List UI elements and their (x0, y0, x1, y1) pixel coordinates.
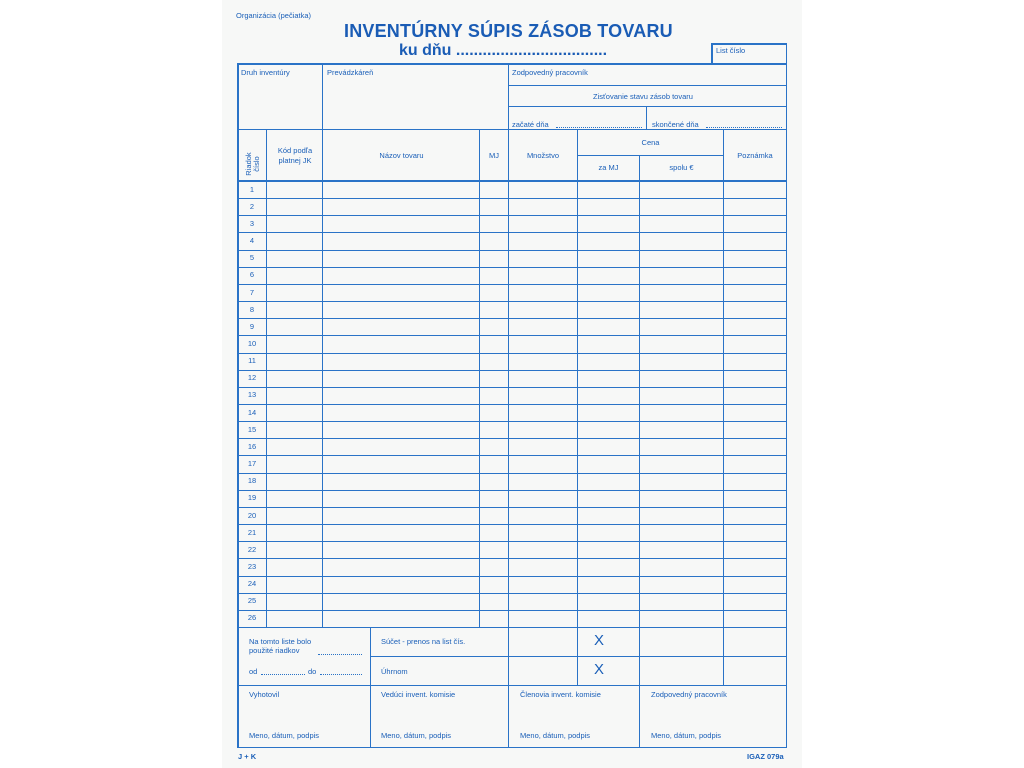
table-row-line (237, 335, 787, 336)
col-line-code (322, 129, 323, 627)
table-row-line (237, 198, 787, 199)
unit-header: MJ (489, 151, 499, 160)
rows-used-label-line2: použité riadkov (249, 646, 300, 655)
date-label: ku dňu .................................. (399, 42, 608, 59)
table-row-line (237, 318, 787, 319)
row-number: 16 (247, 441, 257, 451)
row-number: 24 (247, 579, 257, 589)
ended-label: skončené dňa (652, 120, 699, 129)
table-row-line (237, 593, 787, 594)
table-row-line (237, 267, 787, 268)
quantity-header: Množstvo (526, 151, 560, 160)
summary-mid-line (370, 656, 787, 657)
table-row-line (237, 610, 787, 611)
table-row-line (237, 387, 787, 388)
sheet-number-box-left (711, 43, 713, 63)
row-number: 1 (249, 184, 255, 194)
table-row-line (237, 301, 787, 302)
frame-right (786, 43, 788, 748)
sheet-number-label: List číslo (716, 46, 746, 55)
sum-transfer-label: Súčet - prenos na list čís. (381, 637, 466, 646)
row-number: 7 (249, 287, 255, 297)
from-dotted-line (261, 674, 305, 675)
price-header: Cena (641, 138, 660, 147)
table-row-line (237, 284, 787, 285)
table-row-line (237, 455, 787, 456)
table-row-line (237, 370, 787, 371)
table-row-line (237, 353, 787, 354)
frame-left (237, 63, 239, 748)
frame-bottom (237, 747, 787, 749)
table-row-line (237, 232, 787, 233)
cross-mark-sum: X (594, 632, 605, 649)
cross-mark-total: X (594, 661, 605, 678)
rows-used-dotted-line (318, 654, 362, 655)
table-row-line (237, 507, 787, 508)
col-line-name (479, 129, 480, 627)
prepared-by-label: Vyhotovil (249, 690, 280, 699)
table-row-line (237, 473, 787, 474)
form-sheet (222, 0, 802, 768)
prepared-by-signature-label: Meno, dátum, podpis (249, 731, 320, 740)
inventory-type-label: Druh inventúry (241, 68, 290, 77)
table-row-line (237, 558, 787, 559)
price-per-unit-header: za MJ (598, 163, 619, 172)
row-number: 13 (247, 390, 257, 400)
table-row-line (237, 576, 787, 577)
row-number: 5 (249, 253, 255, 263)
price-subheader-line (578, 155, 723, 156)
row-number: 12 (247, 373, 257, 383)
summary-divider-1 (370, 627, 371, 747)
row-number: 21 (247, 527, 257, 537)
row-number: 18 (247, 476, 257, 486)
footer-publisher: J + K (238, 752, 257, 761)
table-header-bottom-line (237, 180, 787, 182)
started-label: začaté dňa (512, 120, 549, 129)
stock-check-label: Zisťovanie stavu zásob tovaru (593, 92, 693, 101)
row-number: 6 (249, 270, 255, 280)
row-number: 22 (247, 544, 257, 554)
signatures-top-line (237, 685, 787, 687)
row-number: 25 (247, 596, 257, 606)
row-number: 19 (247, 493, 257, 503)
info-divider-3 (646, 106, 647, 129)
summary-top-line (237, 627, 787, 629)
responsible-worker-signature-label: Meno, dátum, podpis (651, 731, 722, 740)
form-title: INVENTÚRNY SÚPIS ZÁSOB TOVARU (344, 21, 673, 41)
table-row-line (237, 524, 787, 525)
info-hline-1 (508, 85, 787, 86)
table-row-line (237, 404, 787, 405)
info-hline-2 (508, 106, 787, 107)
table-row-line (237, 541, 787, 542)
frame-top (237, 63, 787, 65)
table-top-line (237, 129, 787, 131)
footer-form-code: IGAZ 079a (747, 752, 784, 761)
signature-divider-3 (639, 685, 640, 747)
sheet-number-box-top (711, 43, 787, 45)
row-number: 2 (249, 201, 255, 211)
rows-used-label-line1: Na tomto liste bolo (249, 637, 312, 646)
info-divider-1 (322, 63, 323, 129)
col-line-quantity (577, 129, 578, 685)
row-number: 17 (247, 459, 257, 469)
commission-head-label: Vedúci invent. komisie (381, 690, 456, 699)
table-row-line (237, 215, 787, 216)
price-total-header: spolu € (669, 163, 694, 172)
row-number: 11 (248, 356, 256, 366)
table-row-line (237, 250, 787, 251)
to-label: do (308, 667, 317, 676)
row-number: 8 (249, 304, 255, 314)
commission-members-label: Členovia invent. komisie (520, 690, 601, 699)
table-row-line (237, 438, 787, 439)
summary-divider-2 (508, 627, 509, 685)
responsible-worker-signature-title: Zodpovedný pracovník (651, 690, 727, 699)
row-number: 26 (247, 613, 257, 623)
to-dotted-line (320, 674, 362, 675)
note-header: Poznámka (737, 151, 773, 160)
from-label: od (249, 667, 258, 676)
row-number: 4 (249, 236, 255, 246)
organization-label: Organizácia (pečiatka) (236, 11, 312, 20)
row-number: 20 (247, 510, 257, 520)
row-number: 23 (247, 561, 257, 571)
row-number-header: Riadok číslo (244, 152, 261, 176)
row-number: 10 (247, 338, 257, 348)
signature-divider-2 (508, 685, 509, 747)
total-label: Úhrnom (381, 667, 408, 676)
col-line-row-number (266, 129, 267, 627)
responsible-worker-label: Zodpovedný pracovník (512, 68, 588, 77)
code-header: Kód podľa platnej JK (277, 146, 313, 165)
table-row-line (237, 490, 787, 491)
name-header: Názov tovaru (379, 151, 424, 160)
commission-head-signature-label: Meno, dátum, podpis (381, 731, 452, 740)
col-line-price-per-unit (639, 155, 640, 685)
commission-members-signature-label: Meno, dátum, podpis (520, 731, 591, 740)
row-number: 14 (247, 407, 257, 417)
row-number: 3 (249, 218, 255, 228)
info-divider-2 (508, 63, 509, 129)
table-row-line (237, 421, 787, 422)
establishment-label: Prevádzkáreň (327, 68, 374, 77)
row-number: 15 (247, 424, 257, 434)
row-number: 9 (249, 321, 255, 331)
col-line-unit (508, 129, 509, 627)
col-line-price-total (723, 129, 724, 685)
